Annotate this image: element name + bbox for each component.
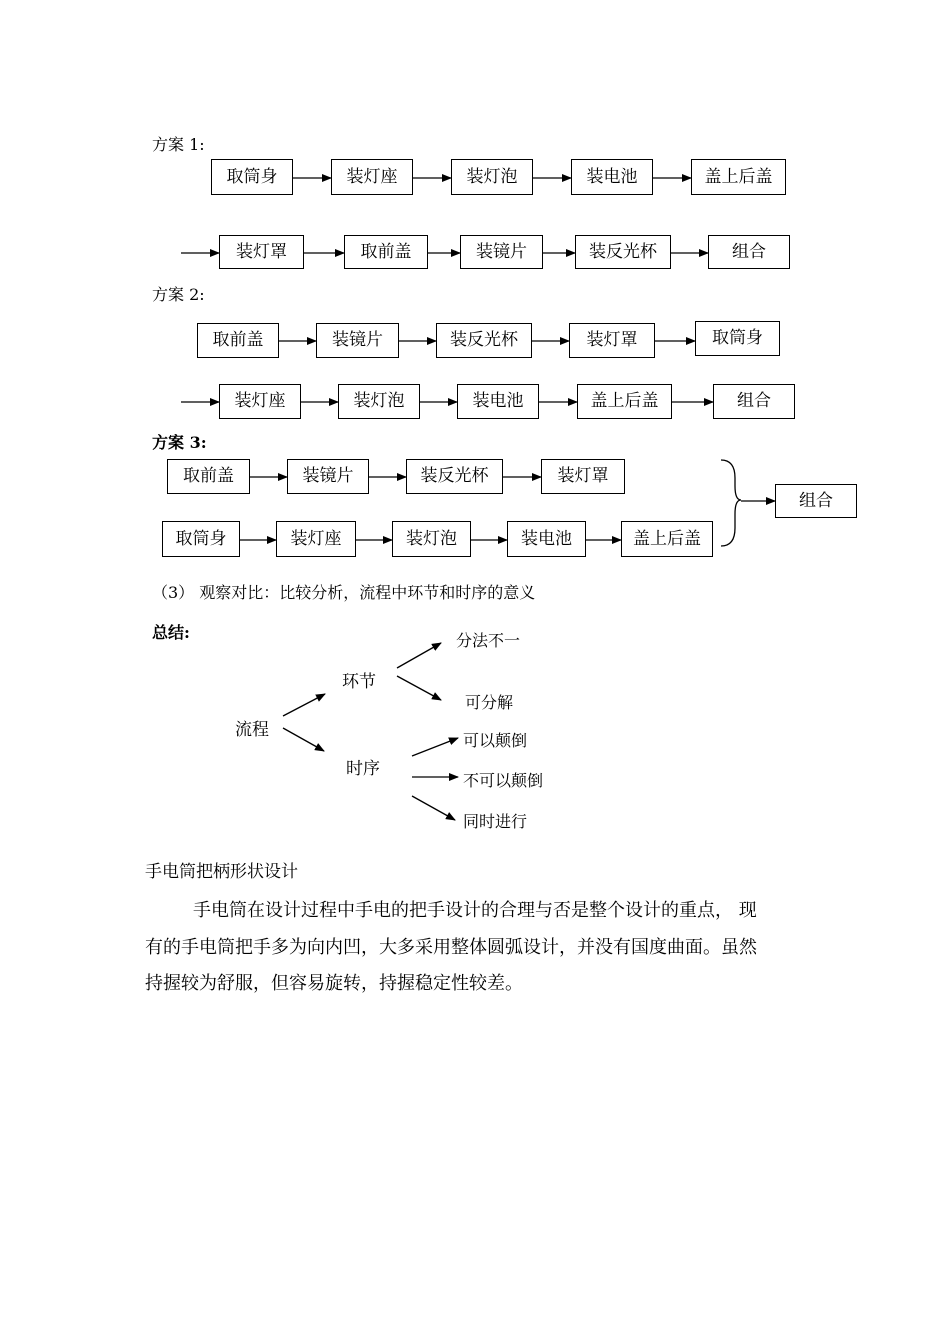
flow-box: 装镜片 (460, 235, 543, 269)
scheme3-label: 方案 3: (152, 433, 207, 452)
tree-branch-1: 环节 (342, 672, 376, 692)
flow-box: 组合 (713, 384, 795, 419)
paragraph-line: 持握较为舒服，但容易旋转，持握稳定性较差。 (145, 973, 523, 994)
flow-box: 装灯泡 (338, 384, 420, 419)
flow-box: 取前盖 (344, 235, 428, 269)
observe-text: （3） 观察对比：比较分析，流程中环节和时序的意义 (152, 583, 536, 602)
tree-root: 流程 (235, 720, 269, 740)
scheme1-label: 方案 1: (152, 135, 205, 154)
flow-box: 装灯泡 (451, 159, 533, 195)
flow-box: 盖上后盖 (691, 159, 786, 195)
tree-leaf: 可以颠倒 (463, 731, 528, 750)
paragraph-line: 手电筒在设计过程中手电的把手设计的合理与否是整个设计的重点， 现 (193, 900, 757, 921)
flow-box: 取前盖 (197, 323, 279, 358)
tree-leaf: 分法不一 (456, 631, 521, 650)
flow-box: 装灯罩 (569, 323, 655, 358)
flow-box: 装镜片 (316, 323, 399, 358)
flow-box: 装反光杯 (406, 459, 503, 494)
tree-leaf: 可分解 (465, 693, 514, 712)
flow-box: 装电池 (571, 159, 653, 195)
flow-box: 装镜片 (287, 459, 369, 494)
flow-box: 取筒身 (695, 321, 780, 356)
flow-box: 组合 (708, 235, 790, 269)
flow-box: 装灯座 (331, 159, 413, 195)
combine-box: 组合 (775, 484, 857, 518)
flow-box: 装电池 (457, 384, 539, 419)
flow-box: 装灯座 (276, 521, 356, 557)
section-title: 手电筒把柄形状设计 (145, 862, 298, 882)
flow-box: 装反光杯 (436, 323, 532, 358)
flow-box: 装灯座 (219, 384, 301, 419)
flow-box: 装灯罩 (541, 459, 625, 494)
flow-box: 取前盖 (167, 459, 250, 494)
flow-box: 取筒身 (211, 159, 293, 195)
flow-box: 装灯泡 (392, 521, 471, 557)
scheme2-label: 方案 2: (152, 285, 205, 304)
flow-box: 装电池 (507, 521, 586, 557)
flow-box: 装灯罩 (219, 235, 304, 269)
tree-leaf: 不可以颠倒 (463, 771, 544, 790)
paragraph-line: 有的手电筒把手多为向内凹，大多采用整体圆弧设计，并没有国度曲面。虽然 (145, 937, 757, 958)
flow-box: 盖上后盖 (577, 384, 672, 419)
tree-leaf: 同时进行 (463, 812, 528, 831)
flow-box: 盖上后盖 (621, 521, 713, 557)
flow-box: 取筒身 (162, 521, 240, 557)
summary-label: 总结: (152, 623, 190, 642)
flow-box: 装反光杯 (575, 235, 671, 269)
tree-branch-2: 时序 (346, 759, 380, 779)
